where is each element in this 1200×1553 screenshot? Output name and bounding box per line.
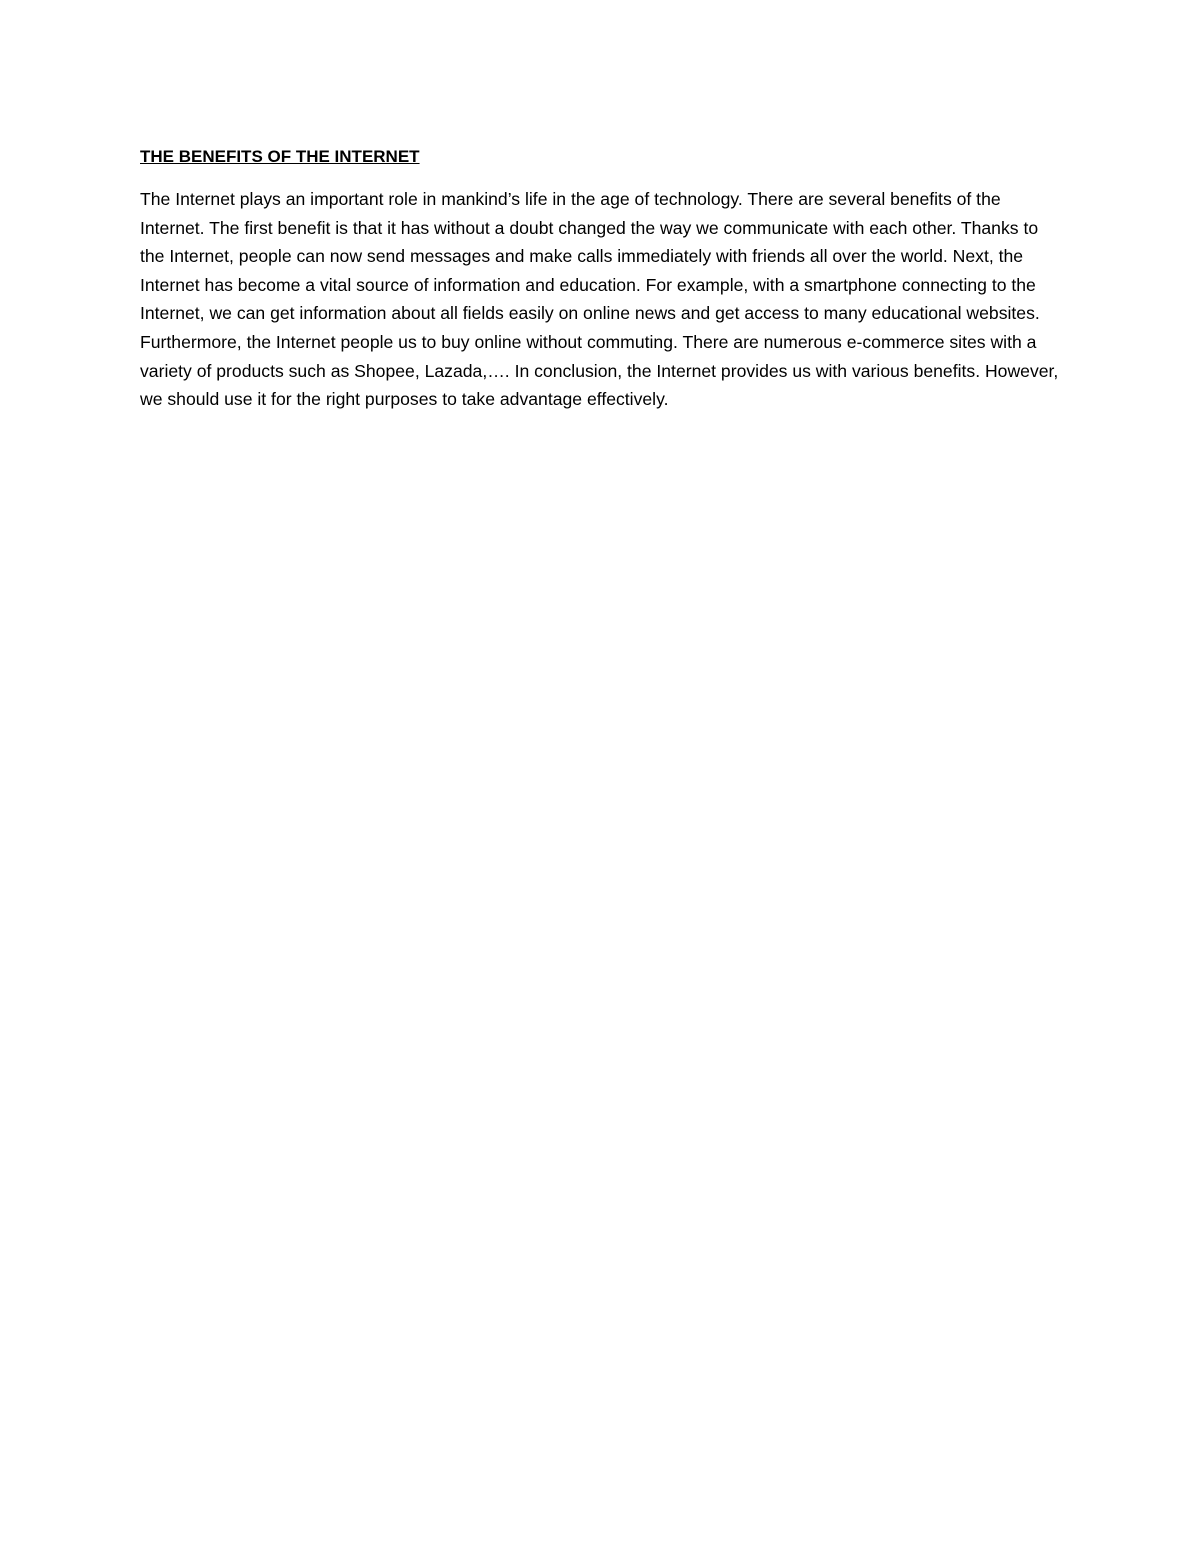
document-content	[140, 143, 1060, 414]
document-body-paragraph: The Internet plays an important role in mankind’s life in the age of technology. There are several benefits of the Internet. The first benefit is that it has without a doubt changed the way we communicate with each other. Thanks to the Internet, people can now send messages and make calls immediately with friends all over the world. Next, the Internet has become a vital source of information and education. For example, with a smartphone connecting to the Internet, we can get information about all fields easily on online news and get access to many educational websites. Furthermore, the Internet people us to buy online without commuting. There are numerous e-commerce sites with a variety of products such as Shopee, Lazada,…. In conclusion, the Internet provides us with various benefits. However, we should use it for the right purposes to take advantage effectively.	[140, 189, 1059, 410]
document-title: THE BENEFITS OF THE INTERNET	[140, 147, 420, 166]
